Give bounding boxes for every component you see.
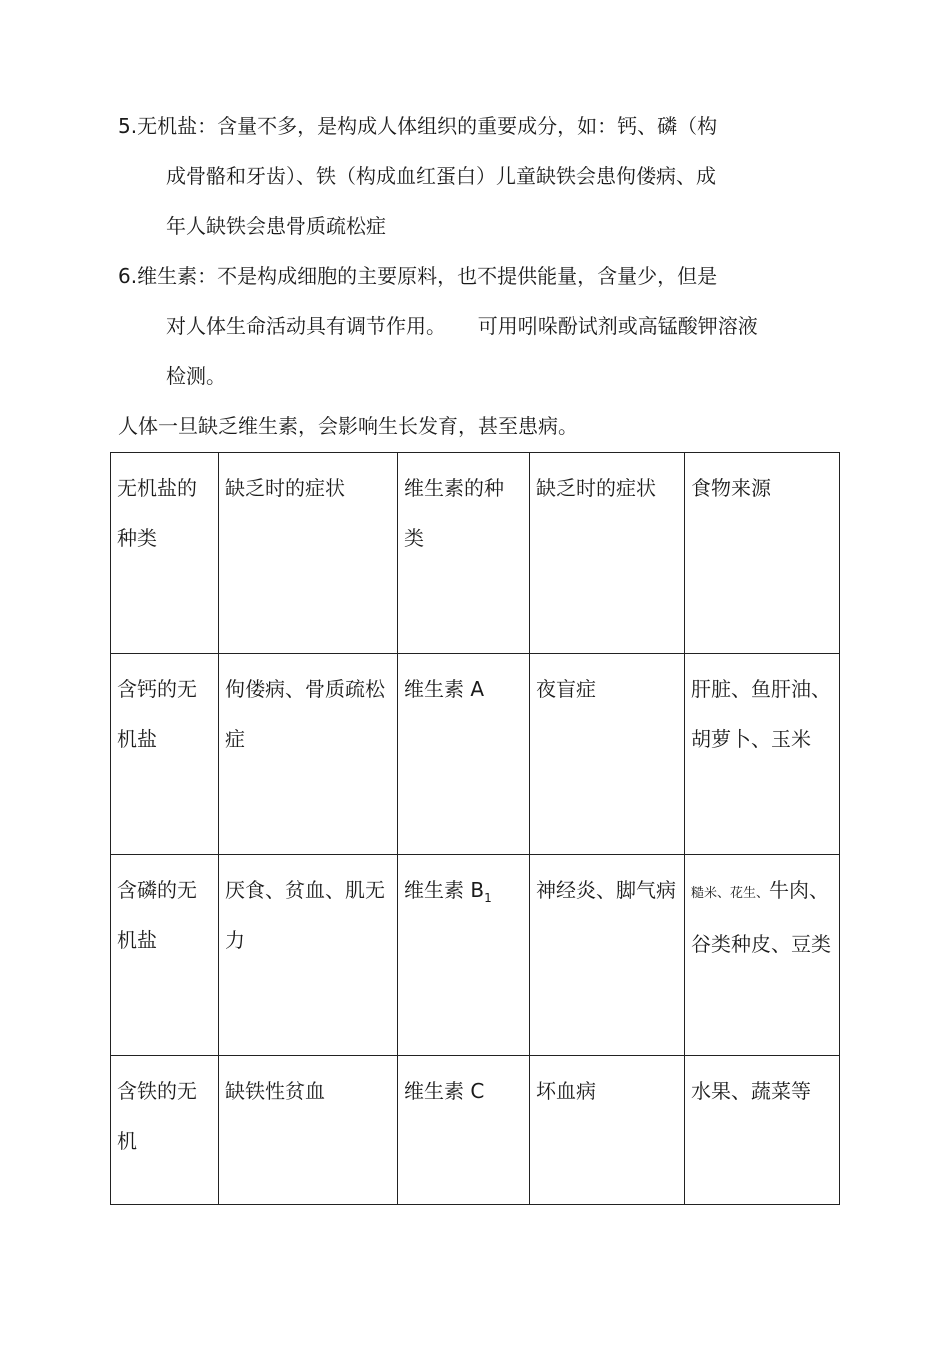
vitamin-symptom: 坏血病 (536, 1079, 597, 1103)
text-line: 对人体生命活动具有调节作用。 可用吲哚酚试剂或高锰酸钾溶液 (166, 314, 758, 338)
table-row (111, 855, 840, 1056)
mineral-type: 含钙的无机盐 (117, 677, 197, 751)
table-cell (530, 1056, 685, 1205)
intro-sentence: 人体一旦缺乏维生素，会影响生长发育，甚至患病。 (118, 414, 578, 438)
header-vitamin-symptom: 缺乏时的症状 (536, 476, 657, 500)
table-cell (530, 855, 685, 1056)
header-cell (219, 453, 398, 654)
table-row (111, 1056, 840, 1205)
table-cell (111, 654, 219, 855)
header-cell (685, 453, 840, 654)
header-mineral-symptom: 缺乏时的症状 (225, 476, 346, 500)
header-food-source: 食物来源 (691, 476, 771, 500)
table-cell (530, 654, 685, 855)
text-line: 6.维生素：不是构成细胞的主要原料，也不提供能量，含量少，但是 (118, 264, 718, 288)
vitamin-name: 维生素 B (404, 878, 485, 902)
header-cell (398, 453, 530, 654)
mineral-symptom: 厌食、贫血、肌无力 (225, 878, 386, 952)
header-mineral-type: 无机盐的种类 (117, 476, 197, 550)
mineral-symptom: 缺铁性贫血 (225, 1079, 326, 1103)
food-source-main: 牛肉、谷类种皮、豆类 (691, 878, 831, 956)
vitamin-subscript: 1 (484, 891, 492, 905)
vitamin-symptom: 夜盲症 (536, 677, 597, 701)
table-cell (398, 1056, 530, 1205)
text-line: 检测。 (166, 364, 226, 388)
table-cell (219, 1056, 398, 1205)
text-line: 5.无机盐：含量不多，是构成人体组织的重要成分，如：钙、磷（构 (118, 114, 718, 138)
vitamin-type: 维生素 C (404, 1079, 485, 1103)
text-line: 成骨骼和牙齿）、铁（构成血红蛋白）儿童缺铁会患佝偻病、成 (166, 164, 716, 188)
header-vitamin-type: 维生素的种类 (404, 476, 504, 550)
table-cell (219, 855, 398, 1056)
mineral-symptom: 佝偻病、骨质疏松症 (225, 677, 386, 751)
text-line: 年人缺铁会患骨质疏松症 (166, 214, 386, 238)
mineral-type: 含铁的无机 (117, 1079, 197, 1153)
vitamin-type (404, 865, 523, 923)
table-cell (685, 855, 840, 1056)
food-source-small: 糙米、花生、 (691, 886, 770, 901)
table-cell (219, 654, 398, 855)
table-cell (111, 855, 219, 1056)
table-cell (111, 1056, 219, 1205)
header-cell (111, 453, 219, 654)
vitamin-type: 维生素 A (404, 677, 485, 701)
table-cell (398, 855, 530, 1056)
mineral-type: 含磷的无机盐 (117, 878, 197, 952)
table-cell (685, 654, 840, 855)
table-cell (685, 1056, 840, 1205)
header-cell (530, 453, 685, 654)
nutrient-table (110, 452, 840, 1205)
vitamin-symptom: 神经炎、脚气病 (536, 878, 677, 902)
table-row (111, 654, 840, 855)
table-header-row (111, 453, 840, 654)
table-cell (398, 654, 530, 855)
food-source: 肝脏、鱼肝油、胡萝卜、玉米 (691, 677, 831, 751)
food-source: 水果、蔬菜等 (691, 1079, 811, 1103)
food-source (691, 865, 833, 969)
